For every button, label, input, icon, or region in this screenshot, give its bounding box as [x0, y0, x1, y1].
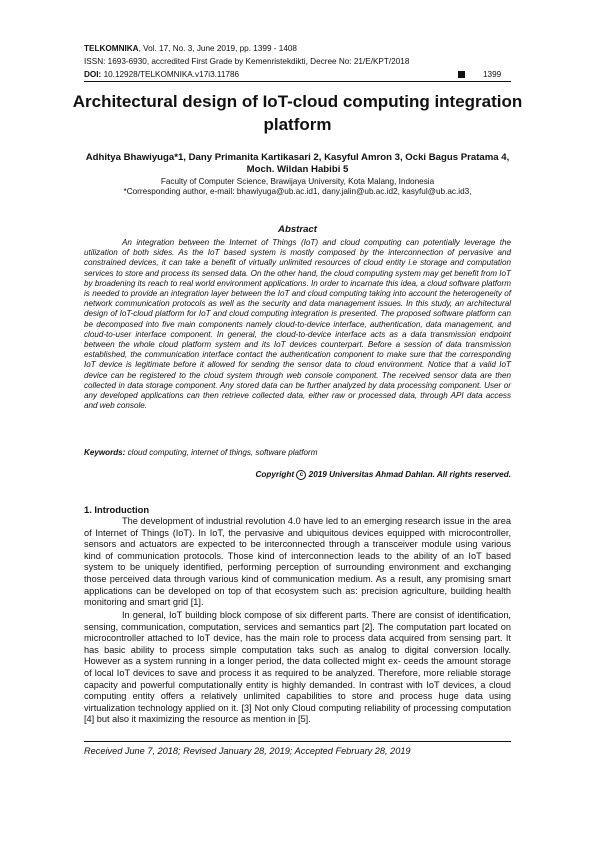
corresponding-author: *Corresponding author, e-mail: bhawiyuga@ub.ac.id1, dany.jalin@ub.ac.id2, kasyful@ub.ac.id3,: [123, 187, 472, 196]
copyright-text: 2019 Universitas Ahmad Dahlan. All rights reserved.: [306, 470, 511, 479]
keywords-text: cloud computing, internet of things, software platform: [125, 448, 318, 457]
doi-link[interactable]: 10.12928/TELKOMNIKA.v17i3.11786: [101, 70, 240, 79]
affiliation-block: [84, 177, 511, 197]
header-rule: [84, 81, 511, 82]
keywords-label: Keywords:: [84, 448, 126, 457]
copyright-line: [84, 470, 511, 480]
intro-paragraph-1: The development of industrial revolution 4.0 have led to an emerging research issue in the area of Internet of Things (IoT). In IoT, the pervasive and ubiquitous devices equipped with microcontroller, sensors and actuators are expected to be interconnected through a transceiver module using various kind of communication protocols. Those kind of interconnection leads to the ability of an IoT based system to be uniquely identified, performing perception of surrounding environment and exchanging those perceived data through various kind of communication medium. As a result, any promising smart applications can be developed on top of that ecosystem such as: precision agriculture, building health monitoring and smart grid [1].: [84, 516, 511, 608]
affiliation: Faculty of Computer Science, Brawijaya University, Kota Malang, Indonesia: [160, 177, 435, 186]
intro-paragraph-2: In general, IoT building block compose of six different parts. There are consist of identification, sensing, communication, computation, services and semantics part [2]. The computation part located on microcontroller attached to IoT device, has the main role to process data acquired from sensing part. It has basic ability to process simple computation taks such as analog to digital conversion locally. However as a system running in a longer period, the data collected might ex- ceeds the amount storage of local IoT devices to save and process it as required to be analyzed. Therefore, more reliable storage capacity and powerful computationally entity is highly demanded. In contrast with IoT devices, a cloud computing entity offers a relatively unlimited capabilities to store and process huge data using virtualization technology applied on it. [3] Not only Cloud computing reliability of processing computation [4] but also it maximizing the resource as mention in [5].: [84, 610, 511, 725]
author-list: Adhitya Bhawiyuga*1, Dany Primanita Kartikasari 2, Kasyful Amron 3, Ocki Bagus Pratama 4, Moch. Wildan Habibi 5: [85, 152, 510, 175]
journal-name: TELKOMNIKA: [84, 44, 139, 53]
section-heading-introduction: 1. Introduction: [84, 504, 150, 515]
copyright-prefix: Copyright: [255, 470, 297, 479]
abstract-heading: Abstract: [278, 224, 317, 235]
copyright-icon: c: [296, 470, 306, 480]
paper-title: Architectural design of IoT-cloud computing integration platform: [72, 92, 523, 134]
footer-rule: [84, 741, 511, 742]
doi-line: [84, 70, 239, 80]
received-dates: Received June 7, 2018; Revised January 28, 2019; Accepted February 28, 2019: [84, 746, 411, 756]
square-bullet-icon: [458, 71, 465, 78]
doi-label: DOI:: [84, 70, 102, 79]
page-number: 1399: [483, 70, 502, 79]
journal-line: [84, 44, 297, 54]
issn-line: ISSN: 1693-6930, accredited First Grade by Kemenristekdikti, Decree No: 21/E/KPT/2018: [84, 57, 410, 66]
abstract-text: An integration between the Internet of Things (IoT) and cloud computing can potentially leverage the utilization of both sides. As the IoT based system is mostly composed by the interconnection of pervasive and constrained devices, it can take a benefit of virtually unlimited resources of cloud entity i.e storage and computation services to store and process its sensed data. On the other hand, the cloud computing system may get benefit from IoT by broadening its reach to real world environment applications. In order to incarnate this idea, a cloud software platform is needed to provide an integration layer between the IoT and cloud computing taking into account the heterogeneity of network communication protocols as well as the security and data management issues. In this study, an architectural design of IoT-cloud platform for IoT and cloud computing integration is presented. The proposed software platform can be decomposed into five main components namely cloud-to-device interface, authentication, data management, and cloud-to-user interface component. In general, the cloud-to-device interface acts as a data transmission endpoint between the whole cloud platform system and its IoT devices counterpart. Before a session of data transmission established, the communication interface contact the authentication component to make sure that the corresponding IoT device is legitimate before it allowed for sending the sensor data to cloud environment. Notice that a valid IoT device can be registered to the cloud system through web console component. The received sensor data are then collected in data storage component. Any stored data can be further analyzed by data processing component. User or any developed applications can then retrieve collected data, either raw or processed data, through API data access and web console.: [84, 238, 511, 411]
keywords: [84, 448, 511, 457]
journal-volume: , Vol. 17, No. 3, June 2019, pp. 1399 - 1408: [138, 44, 297, 53]
